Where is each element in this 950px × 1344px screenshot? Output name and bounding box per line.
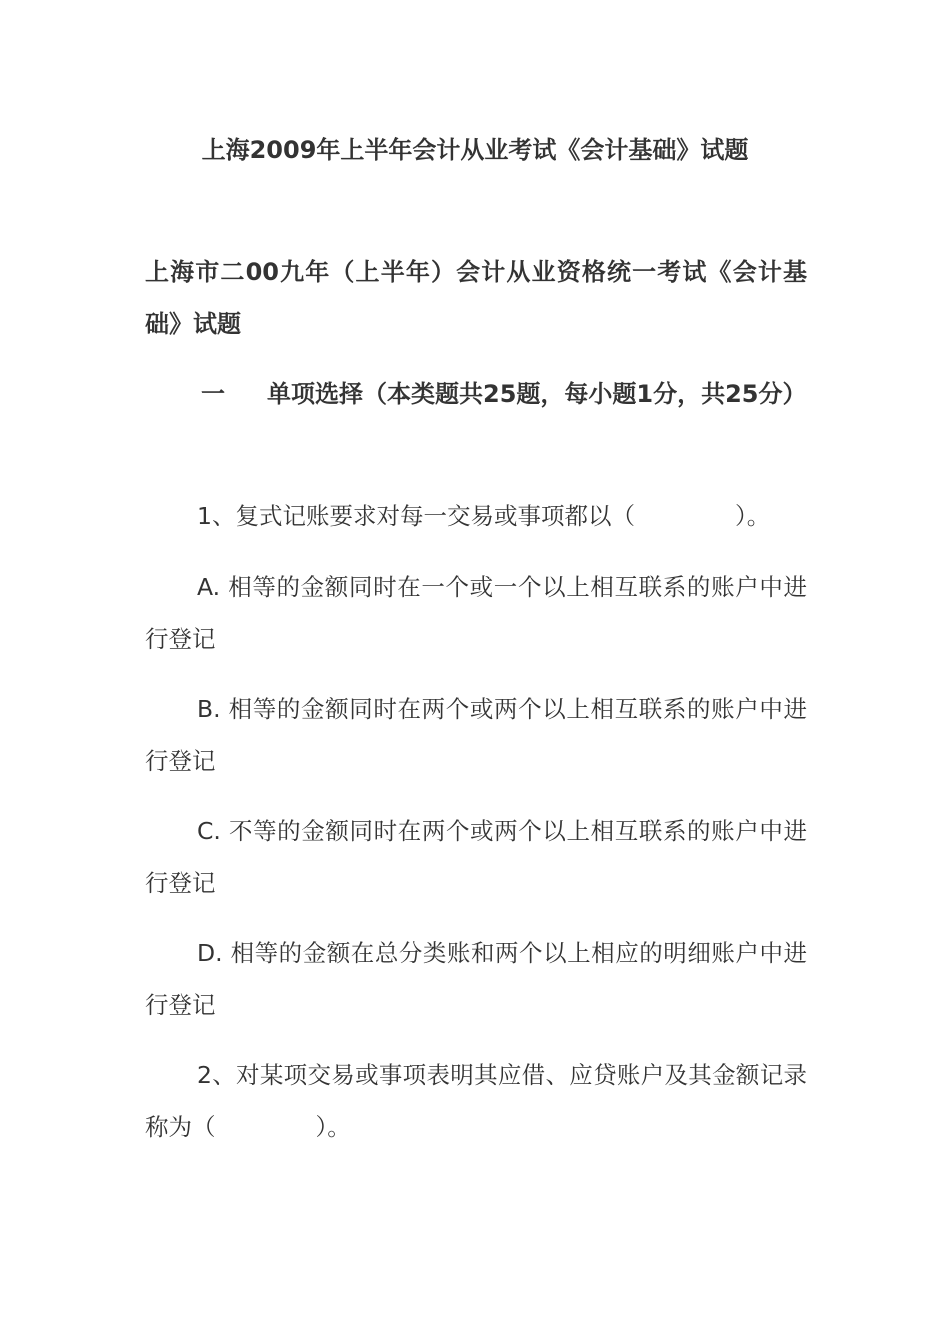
- question-1: [145, 490, 807, 542]
- option-d: D. 相等的金额在总分类账和两个以上相应的明细账户中进行登记: [145, 939, 807, 1019]
- section-number: 一: [201, 380, 225, 408]
- option-b: B. 相等的金额同时在两个或两个以上相互联系的账户中进行登记: [145, 695, 807, 775]
- option-a: A. 相等的金额同时在一个或一个以上相互联系的账户中进行登记: [145, 573, 807, 653]
- question-1-stem-end: ）。: [734, 502, 771, 530]
- question-2-stem: 2、对某项交易或事项表明其应借、应贷账户及其金额记录称为（: [145, 1061, 807, 1141]
- question-2-stem-end: ）。: [315, 1113, 351, 1141]
- document-title: 上海2009年上半年会计从业考试《会计基础》试题: [201, 136, 749, 164]
- section-text: 单项选择（本类题共25题，每小题1分，共25分）: [267, 380, 807, 408]
- question-1-stem: 1、复式记账要求对每一交易或事项都以（: [197, 502, 635, 530]
- option-c: C. 不等的金额同时在两个或两个以上相互联系的账户中进行登记: [145, 817, 807, 897]
- question-2: [145, 1049, 807, 1153]
- section-heading: [145, 368, 807, 420]
- exam-subtitle: 上海市二00九年（上半年）会计从业资格统一考试《会计基础》试题: [145, 258, 807, 338]
